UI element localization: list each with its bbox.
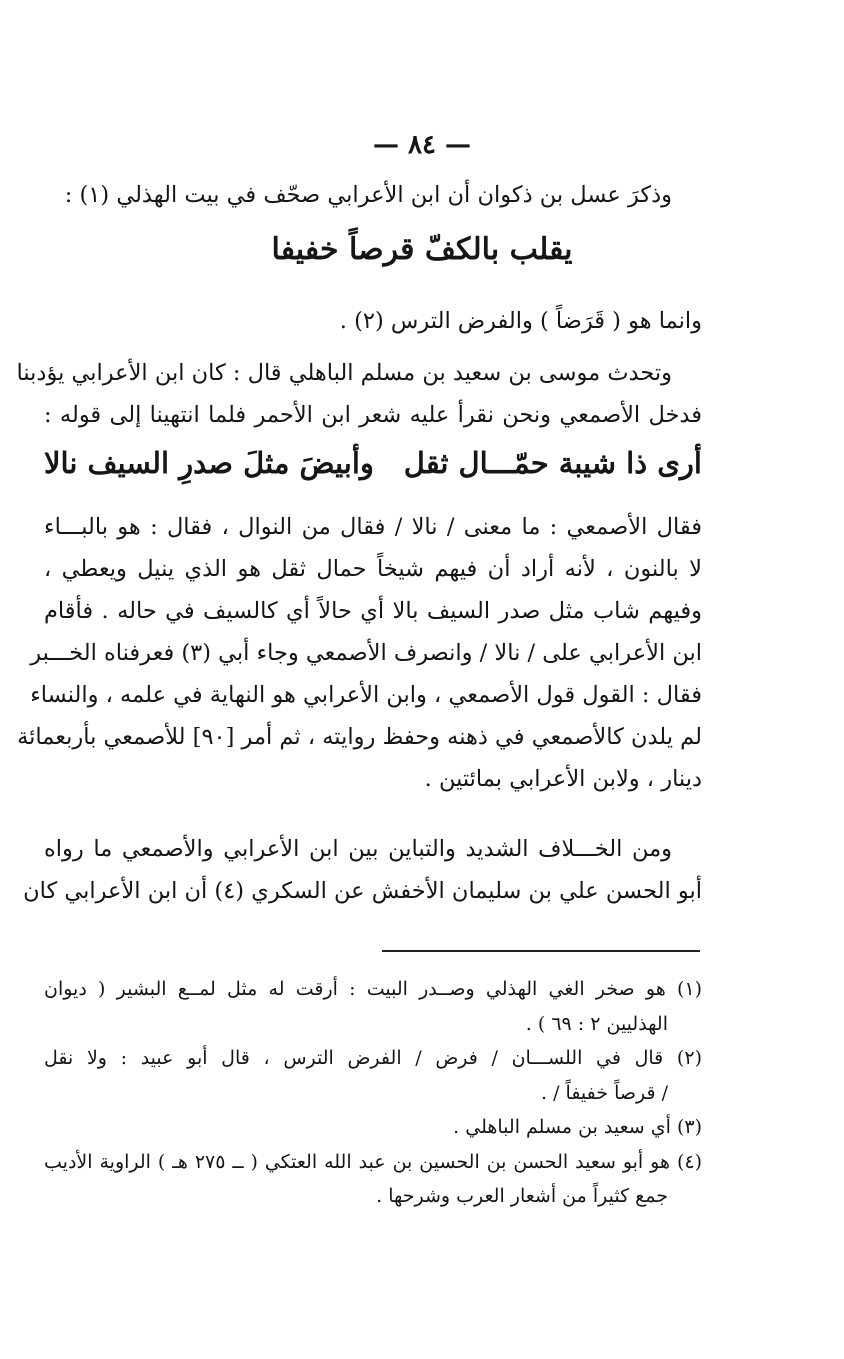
footnote-1-continuation: الهذليين ٢ : ٦٩ ) . — [525, 1012, 668, 1035]
footnote-2-continuation: / قرصاً خفيفاً / . — [541, 1081, 668, 1104]
verse-hemistich-second: وأبيضَ مثلَ صدرِ السيف نالا — [44, 446, 374, 480]
paragraph-disagreement — [23, 828, 702, 912]
text-line: وتحدث موسى بن سعيد بن مسلم الباهلي قال : كان ابن الأعرابي يؤدبنا — [16, 360, 672, 386]
verse-hemistich-first: أرى ذا شيبة حمّـــال ثقل — [403, 446, 702, 480]
text-line: فقال : القول قول الأصمعي ، وابن الأعرابي هو النهاية في علمه ، والنساء — [30, 682, 702, 708]
paragraph-correction — [44, 300, 702, 342]
text-line: فدخل الأصمعي ونحن نقرأ عليه شعر ابن الأحمر فلما انتهينا إلى قوله : — [44, 402, 702, 428]
text-line: دينار ، ولابن الأعرابي بمائتين . — [424, 766, 702, 792]
footnote-separator — [382, 950, 700, 952]
paragraph-discussion — [17, 506, 702, 800]
verse-quote-1: يقلب بالكفّ قرصاً خفيفا — [271, 232, 573, 267]
footnotes — [44, 972, 702, 1214]
text-line: وذكرَ عسل بن ذكوان أن ابن الأعرابي صحّف في بيت الهذلي (١) : — [64, 182, 672, 208]
text-line: ومن الخـــلاف الشديد والتباين بين ابن الأعرابي والأصمعي ما رواه — [44, 836, 672, 862]
footnote-3: (٣) أي سعيد بن مسلم الباهلي . — [453, 1116, 702, 1138]
text-line: وفيهم شاب مثل صدر السيف بالا أي حالاً أي كالسيف في حاله . فأقام — [44, 598, 702, 624]
footnote-4: (٤) هو أبو سعيد الحسن بن الحسين بن عبد الله العتكي ( ــ ٢٧٥ هـ ) الراوية الأديب — [44, 1150, 703, 1173]
paragraph-intro — [44, 174, 702, 216]
paragraph-narration — [16, 352, 702, 436]
footnote-4-continuation: جمع كثيراً من أشعار العرب وشرحها . — [376, 1185, 668, 1207]
text-line: أبو الحسن علي بن سليمان الأخفش عن السكري (٤) أن ابن الأعرابي كان — [23, 878, 702, 904]
footnote-1: (١) هو صخر الغي الهذلي وصــدر البيت : أرقت له مثل لمــع البشير ( ديوان — [44, 978, 702, 1000]
text-line: لا بالنون ، لأنه أراد أن فيهم شيخاً حمال ثقل هو الذي ينيل ويعطي ، — [44, 556, 702, 582]
footnote-2: (٢) قال في اللســـان / فرض / الفرض الترس ، قال أبو عبيد : ولا نقل — [44, 1047, 702, 1069]
text-line: ابن الأعرابي على / نالا / وانصرف الأصمعي وجاء أبي (٣) فعرفناه الخـــبر — [30, 640, 702, 666]
verse-quote-2 — [44, 446, 702, 480]
text-line: وانما هو ( قَرَضاً ) والفرض الترس (٢) . — [339, 308, 702, 334]
text-line: فقال الأصمعي : ما معنى / نالا / فقال من النوال ، فقال : هو بالبـــاء — [44, 514, 702, 540]
text-line: لم يلدن كالأصمعي في ذهنه وحفظ روايته ، ثم أمر [٩٠] للأصمعي بأربعمائة — [17, 724, 702, 750]
page-number: — ٨٤ — — [372, 130, 472, 160]
